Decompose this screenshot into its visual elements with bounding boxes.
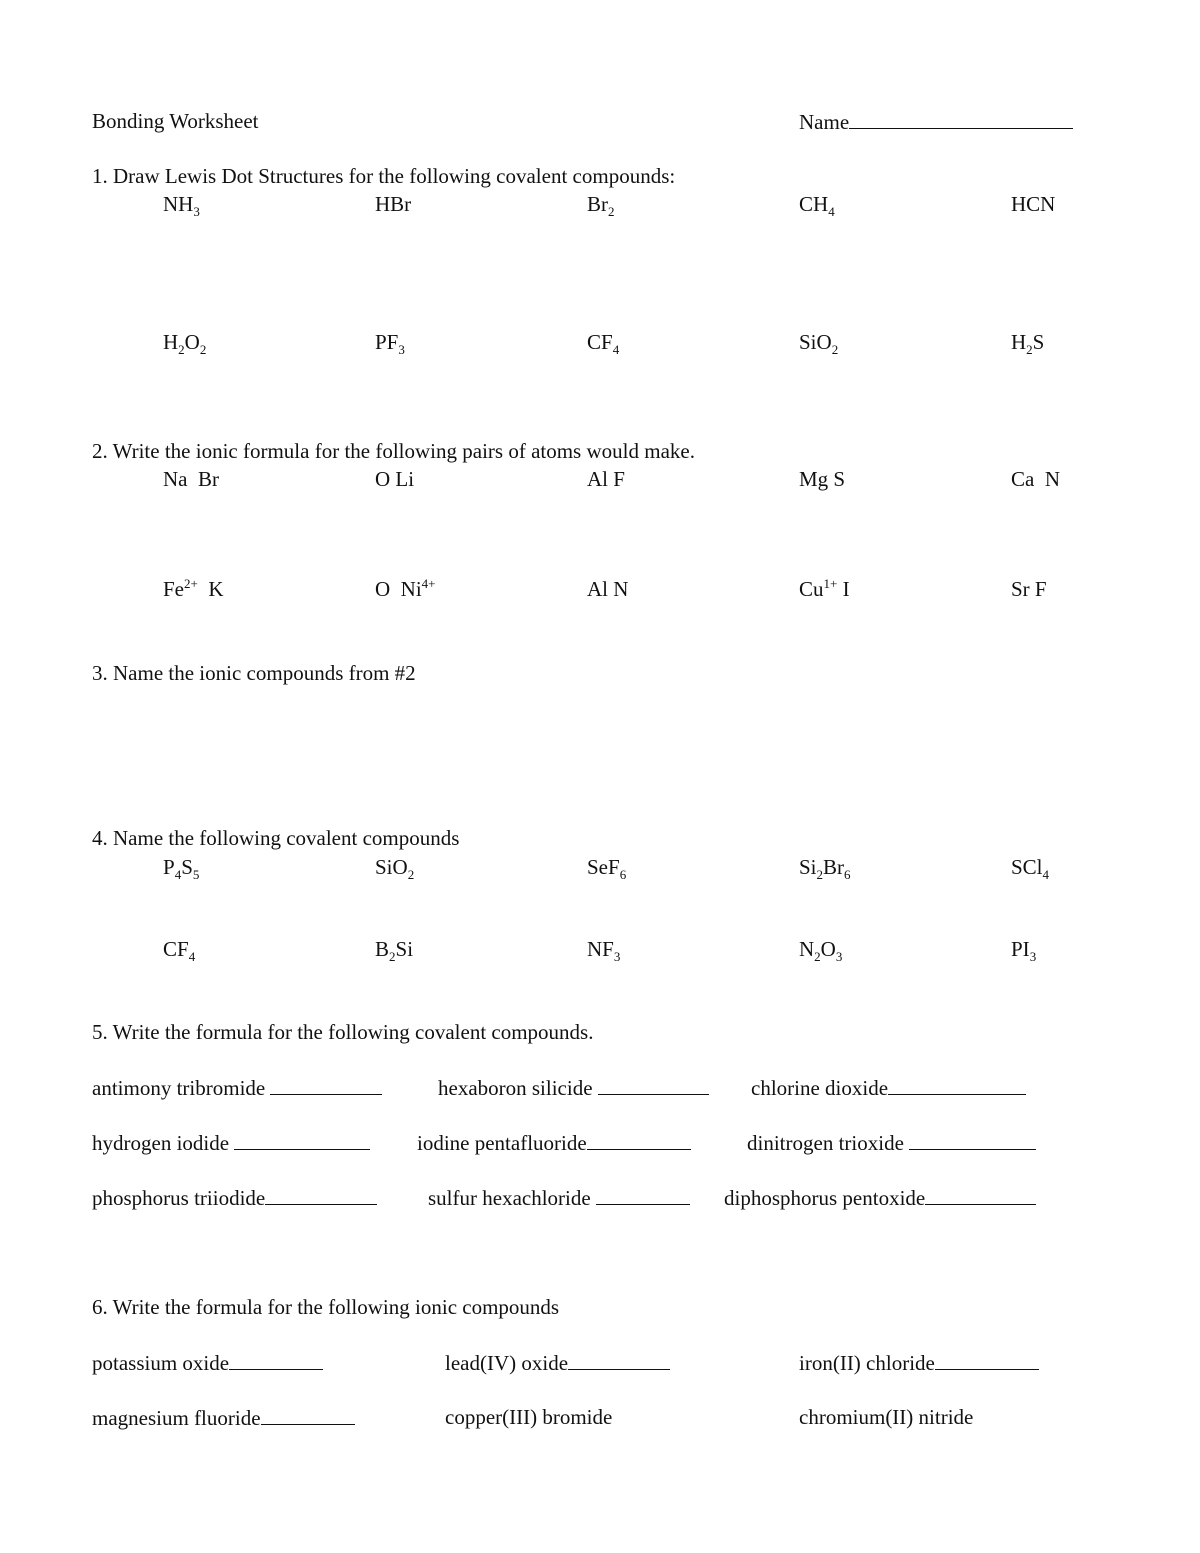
q1-compound: $CH_4$ <box>799 192 835 220</box>
q1-compound: $CF_4$ <box>587 330 620 358</box>
q6-prompt: 6. Write the formula for the following ionic compounds <box>92 1295 560 1319</box>
q4-compound: $NF_3$ <box>587 937 621 965</box>
q5-item: iodine pentafluoride <box>417 1130 691 1155</box>
q1-compound: $H_2S$ <box>1011 330 1045 358</box>
q1-row-2 <box>0 330 1200 358</box>
q2-prompt: 2. Write the ionic formula for the following pairs of atoms would make. <box>92 439 695 463</box>
q2-atom-pair: O $Ni^{4+}$ <box>375 576 436 601</box>
worksheet-title: Bonding Worksheet <box>92 109 259 133</box>
answer-blank[interactable] <box>935 1350 1039 1370</box>
q1-compound: $PF_3$ <box>375 330 405 358</box>
q6-item: copper(III) bromide <box>445 1405 613 1429</box>
q1-prompt: 1. Draw Lewis Dot Structures for the following covalent compounds: <box>92 164 676 188</box>
q5-item: dinitrogen trioxide <box>747 1130 1036 1155</box>
q6-item: magnesium fluoride <box>92 1405 355 1430</box>
q1-row-1 <box>0 192 1200 220</box>
name-label: Name <box>799 110 850 134</box>
q4-compound: $CF_4$ <box>163 937 196 965</box>
q4-prompt: 4. Name the following covalent compounds <box>92 826 460 850</box>
answer-blank[interactable] <box>568 1350 670 1370</box>
q6-item: chromium(II) nitride <box>799 1405 974 1429</box>
q1-compound: HBr <box>375 192 412 216</box>
q1-compound: HCN <box>1011 192 1056 216</box>
answer-blank[interactable] <box>925 1185 1036 1205</box>
q1-compound: $NH_3$ <box>163 192 200 220</box>
q2-row-2 <box>0 577 1200 601</box>
answer-blank[interactable] <box>888 1075 1026 1095</box>
answer-blank[interactable] <box>598 1075 709 1095</box>
q4-compound: $B_2Si$ <box>375 937 414 965</box>
q5-item: diphosphorus pentoxide <box>724 1185 1036 1210</box>
answer-blank[interactable] <box>234 1130 370 1150</box>
answer-blank[interactable] <box>587 1130 691 1150</box>
answer-blank[interactable] <box>229 1350 323 1370</box>
q1-compound: SiO$_2$ <box>799 330 839 358</box>
q6-item: potassium oxide <box>92 1350 323 1375</box>
q2-atom-pair: $Fe^{2+}$ K <box>163 576 224 601</box>
q2-atom-pair: $Cu^{1+}$ I <box>799 576 850 601</box>
name-field[interactable] <box>799 109 1073 134</box>
answer-blank[interactable] <box>265 1185 377 1205</box>
q5-item: sulfur hexachloride <box>428 1185 690 1210</box>
q5-item: phosphorus triiodide <box>92 1185 377 1210</box>
q2-atom-pair: Ca N <box>1011 467 1060 491</box>
name-blank[interactable] <box>849 109 1073 129</box>
q1-compound: $Br_2$ <box>587 192 615 220</box>
q3-prompt: 3. Name the ionic compounds from #2 <box>92 661 416 685</box>
q4-compound: $P_4S_5$ <box>163 855 200 883</box>
q1-compound: $H_2O_2$ <box>163 330 207 358</box>
q2-atom-pair: Al N <box>587 577 629 601</box>
q4-row-1 <box>0 855 1200 883</box>
q2-row-1 <box>0 467 1200 491</box>
q4-compound: $PI_3$ <box>1011 937 1037 965</box>
q4-compound: SiO$_2$ <box>375 855 415 883</box>
q5-item: antimony tribromide <box>92 1075 382 1100</box>
answer-blank[interactable] <box>909 1130 1036 1150</box>
answer-blank[interactable] <box>270 1075 382 1095</box>
q6-item: lead(IV) oxide <box>445 1350 670 1375</box>
q2-atom-pair: Sr F <box>1011 577 1047 601</box>
answer-blank[interactable] <box>261 1405 355 1425</box>
q4-compound: SCl$_4$ <box>1011 855 1050 883</box>
q5-item: chlorine dioxide <box>751 1075 1026 1100</box>
q4-compound: $Si_2Br_6$ <box>799 855 851 883</box>
q4-compound: $N_2O_3$ <box>799 937 843 965</box>
q2-atom-pair: O Li <box>375 467 415 491</box>
q2-atom-pair: Na Br <box>163 467 219 491</box>
q5-prompt: 5. Write the formula for the following covalent compounds. <box>92 1020 594 1044</box>
q4-compound: SeF$_6$ <box>587 855 627 883</box>
q4-row-2 <box>0 937 1200 965</box>
q5-item: hexaboron silicide <box>438 1075 709 1100</box>
q2-atom-pair: Al F <box>587 467 625 491</box>
q6-item: iron(II) chloride <box>799 1350 1039 1375</box>
q2-atom-pair: Mg S <box>799 467 846 491</box>
q5-item: hydrogen iodide <box>92 1130 370 1155</box>
answer-blank[interactable] <box>596 1185 690 1205</box>
